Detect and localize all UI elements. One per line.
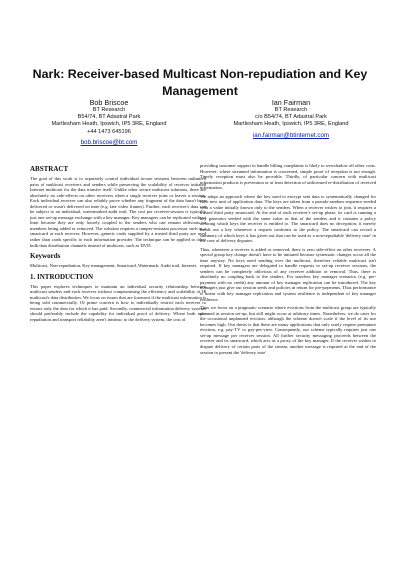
author-email-link[interactable]: ian.fairman@btinternet.com — [252, 131, 330, 139]
author-address-line1: B54/74, BT Adastral Park — [77, 114, 141, 121]
paper-title: Nark: Receiver-based Multicast Non-repudiation and Key Management — [32, 67, 368, 98]
body-paragraph: We adopt an approach where the key used to encrypt sent data is systematically changed for each new unit of application data. The keys are taken from a pseudo-random sequence seeded with a value initially known only to the senders. When a receiver wishes to join, it requires a trusted third party smartcard. At the end of each receiver's set-up phase, its card is running a key generator seeded with the same value as that of the senders and it contains a policy defining which keys the receiver is entitled to. The smartcard does no decryption; it merely hands out a key whenever a request conforms to the policy. The smartcard can record a summary of which keys it has given out that can be used as a non-repudiable 'delivery note' in the case of delivery disputes. — [200, 193, 376, 244]
author-org: BT Research — [92, 107, 126, 113]
author-email-link[interactable]: bob.briscoe@bt.com — [80, 138, 138, 146]
author-1 — [34, 98, 184, 146]
author-name: Ian Fairman — [271, 98, 311, 107]
right-column — [200, 163, 376, 358]
author-phone: +44 1473 645196 — [87, 128, 131, 135]
author-org: BT Research — [274, 107, 308, 113]
keywords-heading: Keywords — [30, 252, 61, 261]
abstract-text: The goal of this work is to separately control individual secure sessions between unlimited pairs of multicast receivers and senders while preserving the scalability of receiver initiated Internet multicast for the data transfer itself. Unlike other secure multicast solutions, there are absolutely no side-effects on other receivers when a single receiver joins or leaves a session. Each individual receiver can also reliably prove whether any fragment of the data hasn't been delivered or wasn't delivered on time (e.g. late video frames). Further, each receiver's data can be subject to an individual, watermarked audit trail. The cost per receiver-session is typically just one set-up message exchange with a key manager. Key managers can be replicated without limit because they are only loosely coupled to the senders who can remain oblivious to members being added or removed. The solution requires a tamper-resistant processor such as a smartcard at each receiver. However, generic cards supplied by a trusted third party are used rather than cards specific to each information provider. The technique can be applied to other bulk data distribution channels instead of multicast, such as DVD. — [30, 176, 206, 248]
author-address-line2: Martlesham Heath, Ipswich, IP5 3RE, England — [233, 121, 349, 128]
body-paragraph: providing customer support to handle billing complaints is likely to overshadow all other costs. However, where streamed information is concerned, simple proof of reception is not enough. Timely reception must also be provable. Thirdly, of particular concern with multicast information products is prevention or at least detection of unlicensed re-distribution of received information. — [200, 163, 376, 191]
author-2 — [216, 98, 366, 139]
author-name: Bob Briscoe — [89, 98, 129, 107]
author-address-line1: c/o B54/74, BT Adastral Park — [255, 114, 327, 121]
keywords-text: Multicast, Non-repudiation, Key management, Smartcard, Watermark, Audit trail, Internet. — [30, 263, 198, 269]
abstract-heading: ABSTRACT — [30, 165, 69, 173]
introduction-heading: 1. INTRODUCTION — [30, 272, 94, 281]
body-paragraph: Thus, whenever a receiver is added or removed, there is zero side-effect on other receivers. A special group key change doesn't have to be initiated because systematic changes occur all the time anyway. No keys need sending over the multicast, therefore reliable multicast isn't required. If key managers are delegated to handle requests to set-up receiver sessions, the senders can be completely oblivious of any receiver addition or removal. Thus, there is absolutely no coupling back to the senders. For stateless key manager scenarios (e.g. pre-payment with no credit) any amount of key manager replication can be introduced. The key managers just give out session seeds and policies in return for pre-payments. Thus performance is linear with key manager replication and system resilience is independent of key manager resilience. — [200, 246, 376, 302]
author-address-line2: Martlesham Heath, Ipswich, IP5 3RE, England — [51, 121, 167, 128]
body-paragraph: Thus we focus on a pragmatic scenario where evictions from the multicast group are typically planned at session set-up, but still might occur at arbitrary times. Nonetheless, we do cater for the occasional unplanned eviction, although the scheme doesn't scale if the level of its use becomes high. Our thesis is that there are many applications that only rarely require premature eviction, e.g. pay-TV or pay-per-view. Consequently, our scheme typically requires just one set-up message per receiver session. All further security messaging proceeds between the receiver and its smartcard, which acts as a proxy of the key manager. If the receiver wishes to dispute delivery of certain parts of the stream, another message is required at the end of the session to present the 'delivery note'. — [200, 305, 376, 355]
introduction-text: This paper explores techniques to maintain an individual security relationship between multicast senders and each receiver without compromising the efficiency and scalability of IP multicast's data distribution. We focus on issues that are foremost if the multicast information is being sold commercially. Of prime concern is how to individually restrict each receiver to extract only the data for which it has paid. Secondly, commercial information delivery systems should preferably include the capability for individual proof of delivery. Where both non-repudiation and transport reliability aren't intrinsic to the delivery system, the cost of — [30, 283, 206, 322]
left-column — [30, 165, 206, 325]
